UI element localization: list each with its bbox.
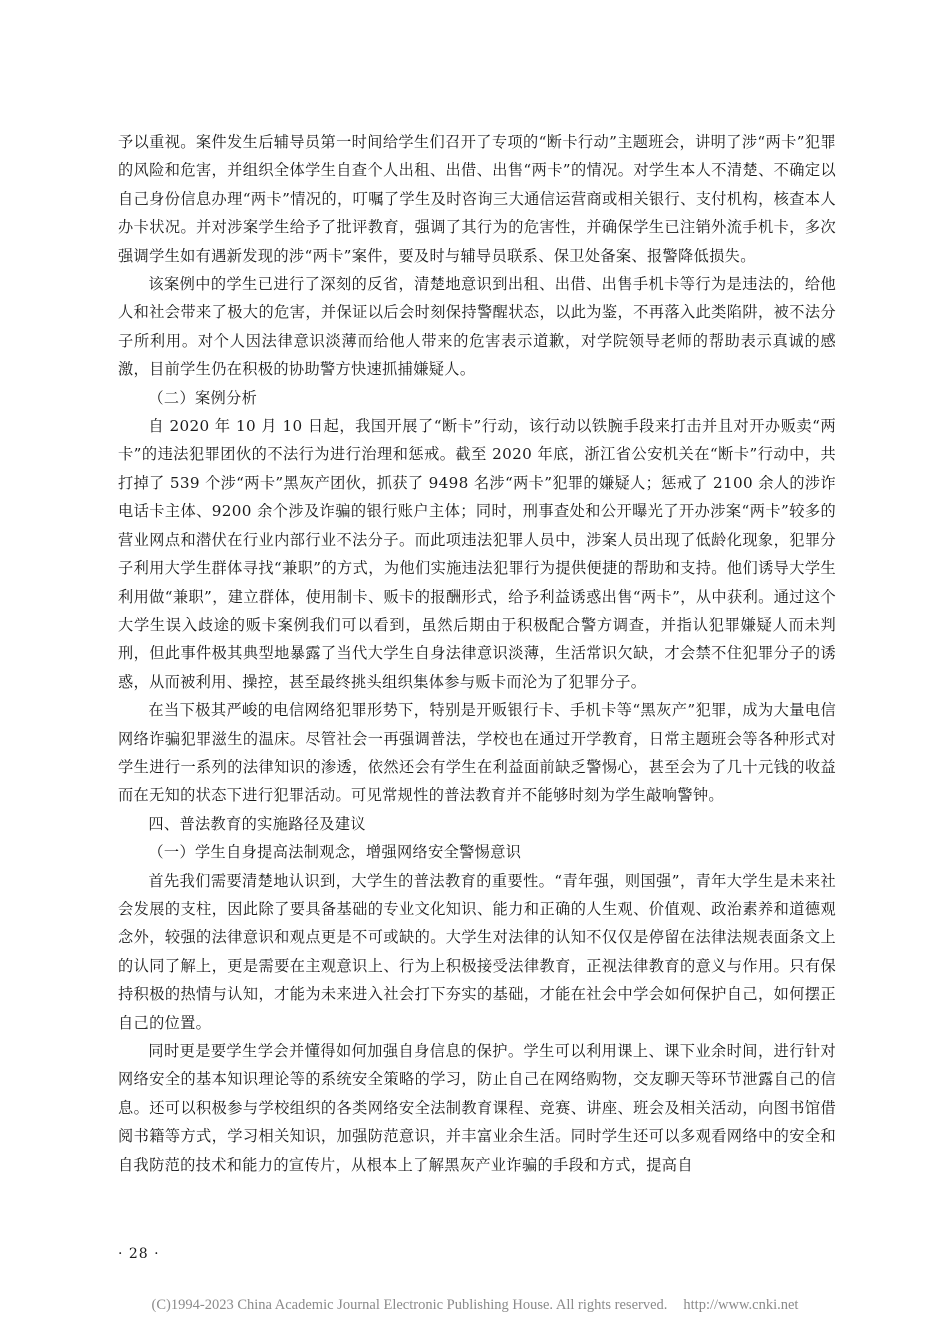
paragraph-situation: 在当下极其严峻的电信网络犯罪形势下，特别是开贩银行卡、手机卡等“黑灰产”犯罪，成为大量电信网络诈骗犯罪滋生的温床。尽管社会一再强调普法，学校也在通过开学教育，日常主题班会等各种形式对学生进行一系列的法律知识的渗透，依然还会有学生在利益面前缺乏警惕心，甚至会为了几十元钱的收益而在无知的状态下进行犯罪活动。可见常规性的普法教育并不能够时刻为学生敲响警钟。 — [118, 701, 836, 805]
paragraph-case-analysis: 自 2020 年 10 月 10 日起，我国开展了“断卡”行动，该行动以铁腕手段来打击并且对开办贩卖“两卡”的违法犯罪团伙的不法行为进行治理和惩戒。截至 2020 年底，浙江省公安机关在“断卡”行动中，共打掉了 539 个涉“两卡”黑灰产团伙，抓获了 9498 名涉“两卡”犯罪的嫌疑人；惩戒了 2100 余人的涉诈电话卡主体、9200 余个涉及诈骗的银行账户主体；同时，刑事查处和公开曝光了开办涉案“两卡”较多的营业网点和潜伏在行业内部行业不法分子。而此项违法犯罪人员中，涉案人员出现了低龄化现象，犯罪分子利用大学生群体寻找“兼职”的方式，为他们实施违法犯罪行为提供便捷的帮助和支持。他们诱导大学生利用做“兼职”，建立群体，使用制卡、贩卡的报酬形式，给予利益诱惑出售“两卡”，从中获利。通过这个大学生误入歧途的贩卡案例我们可以看到，虽然后期由于积极配合警方调查，并指认犯罪嫌疑人而未判刑，但此事件极其典型地暴露了当代大学生自身法律意识淡薄，生活常识欠缺，才会禁不住犯罪分子的诱惑，从而被利用、操控，甚至最终挑头组织集体参与贩卡而沦为了犯罪分子。 — [118, 417, 836, 691]
paragraph-info-protection: 同时更是要学生学会并懂得如何加强自身信息的保护。学生可以利用课上、课下业余时间，进行针对网络安全的基本知识理论等的系统安全策略的学习，防止自己在网络购物，交友聊天等环节泄露自己的信息。还可以积极参与学校组织的各类网络安全法制教育课程、竞赛、讲座、班会及相关活动，向图书馆借阅书籍等方式，学习相关知识，加强防范意识，并丰富业余生活。同时学生还可以多观看网络中的安全和自我防范的技术和能力的宣传片，从根本上了解黑灰产业诈骗的手段和方式，提高自 — [118, 1042, 836, 1174]
article-page — [118, 128, 836, 1179]
copyright-footer — [0, 1297, 950, 1314]
paragraph-continuation: 予以重视。案件发生后辅导员第一时间给学生们召开了专项的“断卡行动”主题班会，讲明了涉“两卡”犯罪的风险和危害，并组织全体学生自查个人出租、出借、出售“两卡”的情况。对学生本人不清楚、不确定以自己身份信息办理“两卡”情况的，叮嘱了学生及时咨询三大通信运营商或相关银行、支付机构，核查本人办卡状况。并对涉案学生给予了批评教育，强调了其行为的危害性，并确保学生已注销外流手机卡，多次强调学生如有遇新发现的涉“两卡”案件，要及时与辅导员联系、保卫处备案、报警降低损失。 — [118, 133, 836, 265]
paragraph-importance: 首先我们需要清楚地认识到，大学生的普法教育的重要性。“青年强，则国强”，青年大学生是未来社会发展的支柱，因此除了要具备基础的专业文化知识、能力和正确的人生观、价值观、政治素养和道德观念外，较强的法律意识和观点更是不可或缺的。大学生对法律的认知不仅仅是停留在法律法规表面条文上的认同了解上，更是需要在主观意识上、行为上积极接受法律教育，正视法律教育的意义与作用。只有保持积极的热情与认知，才能为未来进入社会打下夯实的基础，才能在社会中学会如何保护自己，如何摆正自己的位置。 — [118, 871, 836, 1032]
section-heading-implementation: 四、普法教育的实施路径及建议 — [148, 814, 366, 833]
page-number: · 28 · — [118, 1246, 160, 1262]
paragraph-reflection: 该案例中的学生已进行了深刻的反省，清楚地意识到出租、出借、出售手机卡等行为是违法的，给他人和社会带来了极大的危害，并保证以后会时刻保持警醒状态，以此为鉴，不再落入此类陷阱，被不法分子所利用。对个人因法律意识淡薄而给他人带来的危害表示道歉，对学院领导老师的帮助表示真诚的感激，目前学生仍在积极的协助警方快速抓捕嫌疑人。 — [118, 275, 836, 379]
section-heading-case-analysis: （二）案例分析 — [148, 388, 258, 407]
copyright-text: (C)1994-2023 China Academic Journal Electronic Publishing House. All rights reserved. — [151, 1297, 668, 1313]
subsection-heading-legal-awareness: （一）学生自身提高法制观念，增强网络安全警惕意识 — [148, 843, 522, 862]
footer-url[interactable]: http://www.cnki.net — [683, 1297, 799, 1313]
